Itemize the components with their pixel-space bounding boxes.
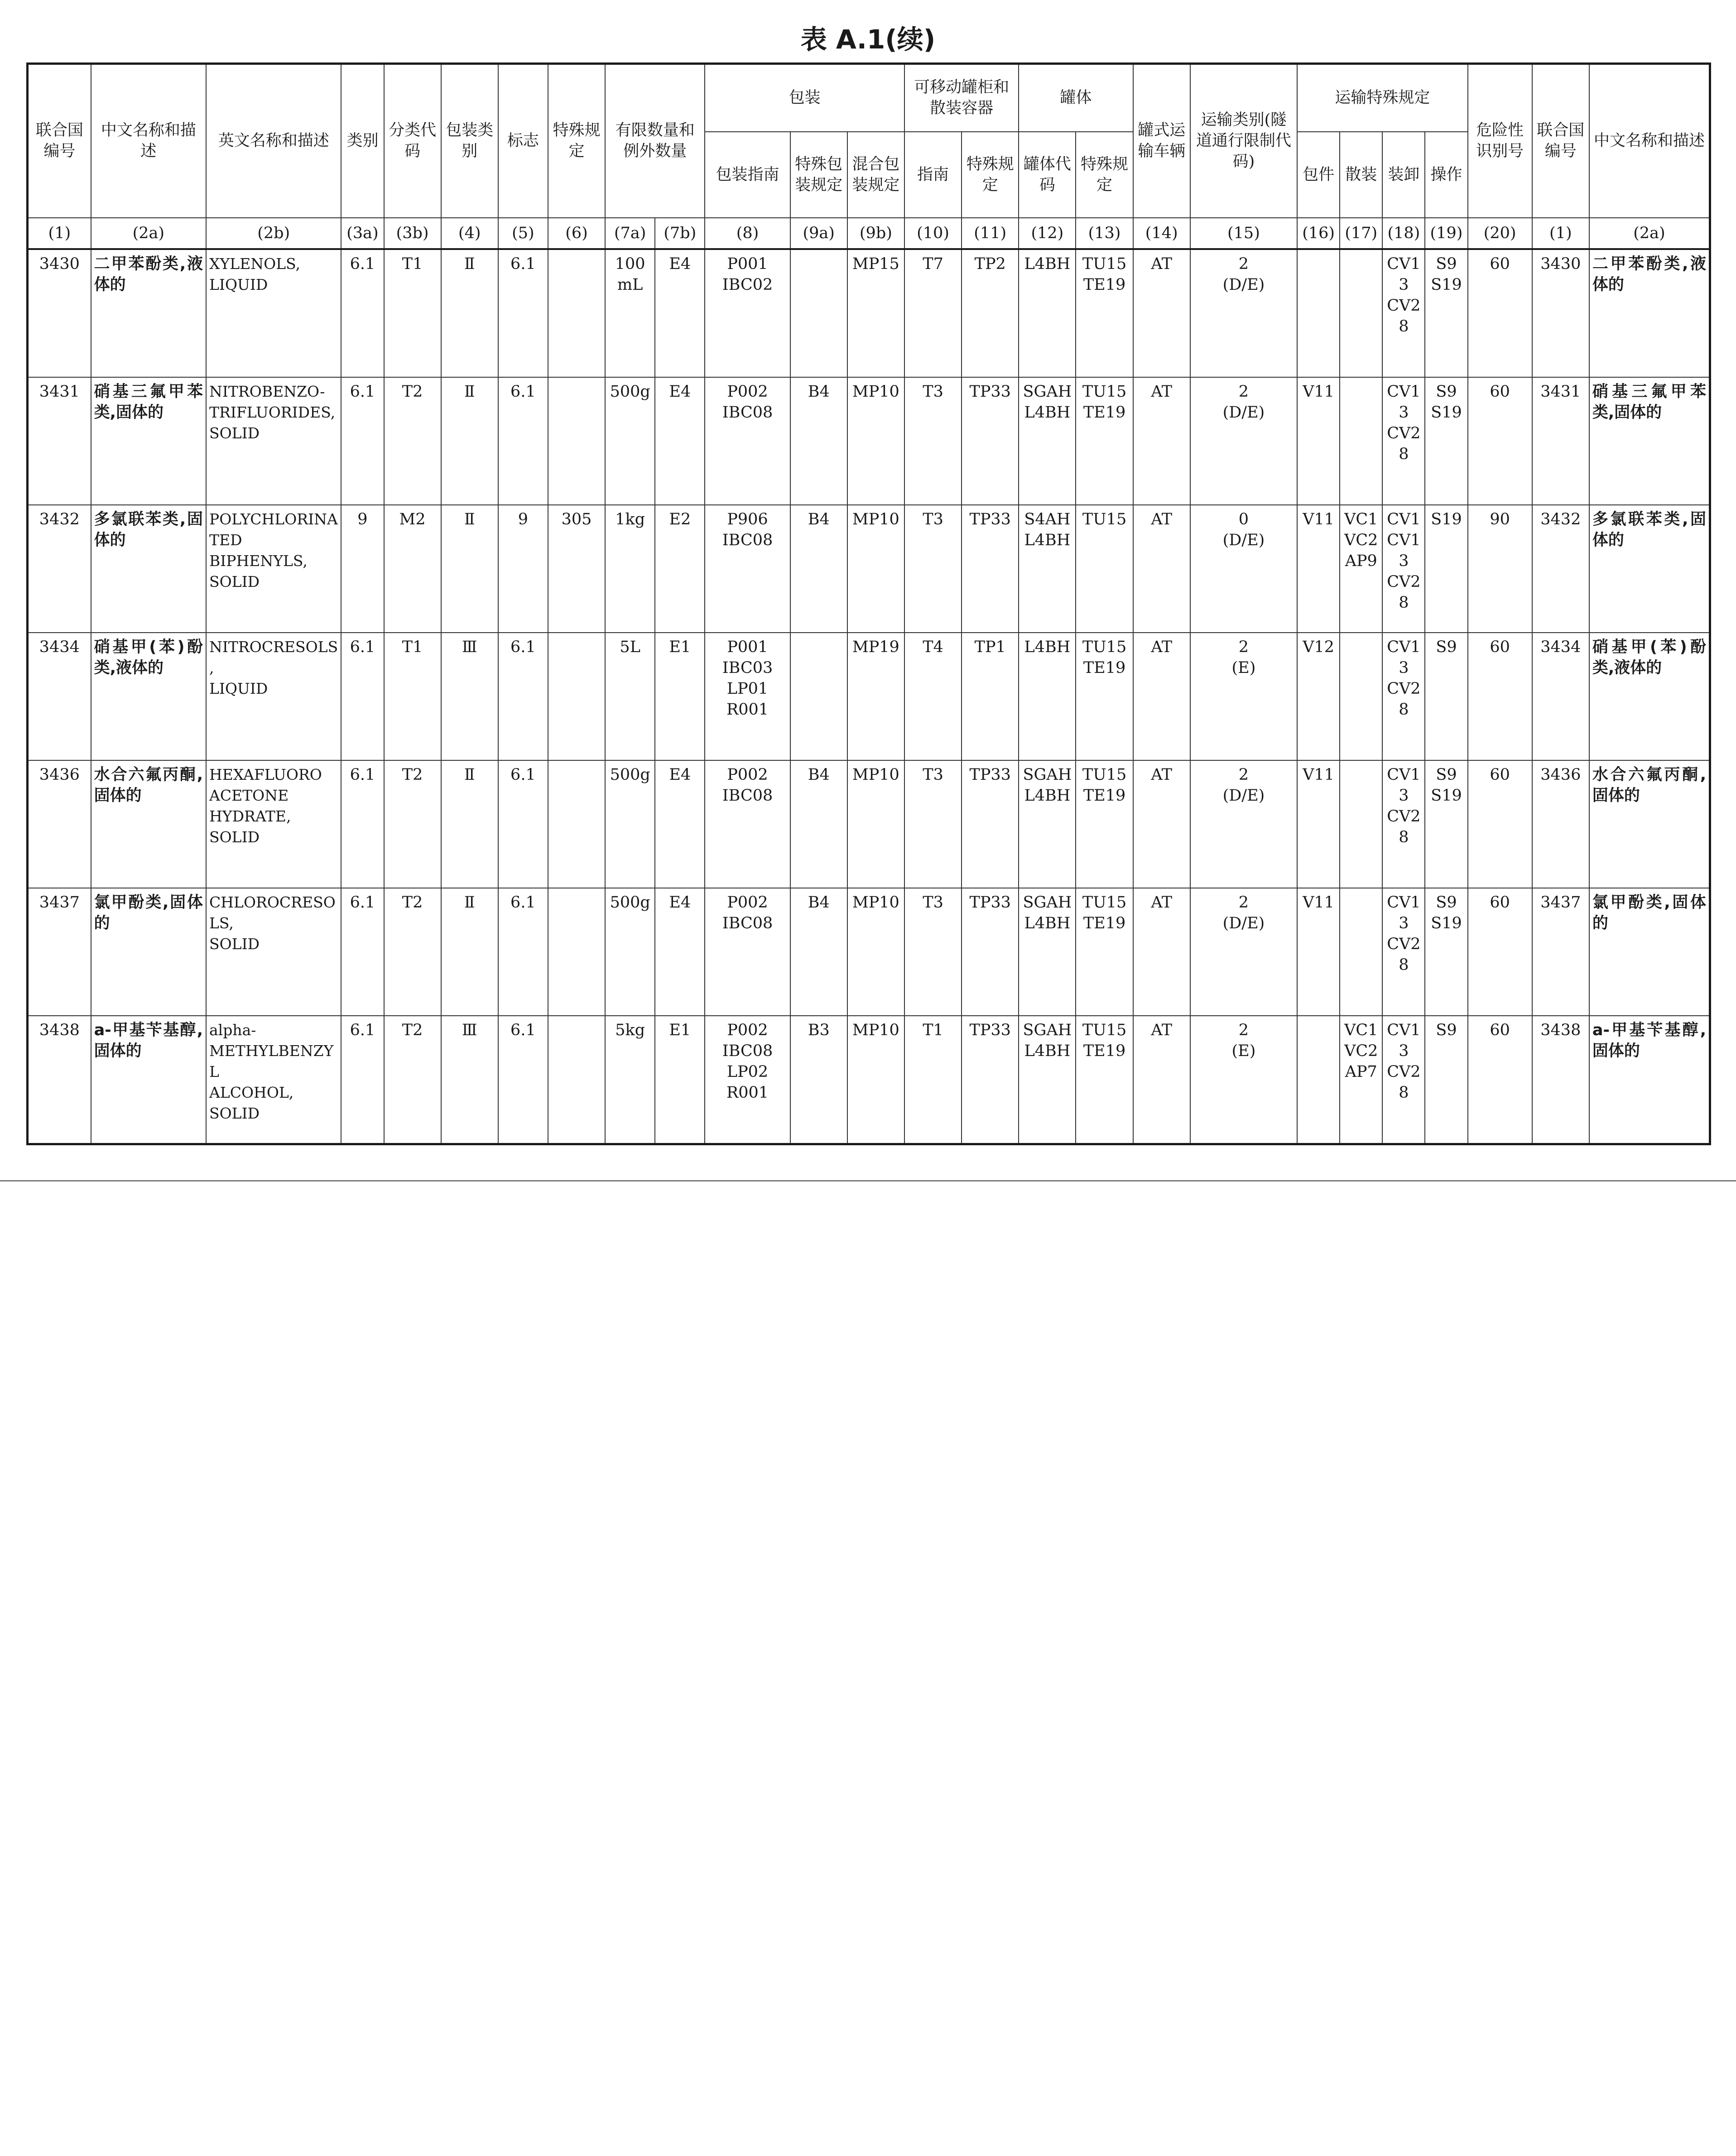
table-cell: T1	[904, 1016, 962, 1144]
table-cell: MP19	[847, 633, 904, 760]
table-cell: T7	[904, 249, 962, 377]
dangerous-goods-table	[26, 62, 1711, 1145]
table-cell: L4BH	[1019, 633, 1076, 760]
table-row	[28, 760, 1710, 888]
column-number: (17)	[1340, 218, 1382, 249]
table-cell	[1297, 1016, 1340, 1144]
table-row	[28, 633, 1710, 760]
header-un-no: 联合国编号	[28, 64, 91, 218]
table-cell: S9 S19	[1425, 249, 1467, 377]
column-number: (20)	[1468, 218, 1532, 249]
column-number: (1)	[1532, 218, 1589, 249]
header-mixed-packing: 混合包装规定	[847, 132, 904, 218]
table-row	[28, 377, 1710, 505]
page-divider	[0, 1180, 1736, 1181]
table-cell: HEXAFLUORO ACETONE HYDRATE, SOLID	[206, 760, 341, 888]
table-cell: 多氯联苯类,固体的	[1589, 505, 1710, 633]
table-cell: E4	[655, 249, 705, 377]
table-cell: E4	[655, 377, 705, 505]
table-cell: NITROBENZO- TRIFLUORIDES, SOLID	[206, 377, 341, 505]
table-cell	[548, 249, 605, 377]
header-name-en: 英文名称和描述	[206, 64, 341, 218]
table-cell: SGAH L4BH	[1019, 888, 1076, 1016]
table-cell: 3431	[1532, 377, 1589, 505]
table-cell: 3436	[28, 760, 91, 888]
table-cell: MP10	[847, 888, 904, 1016]
table-cell: 水合六氟丙酮,固体的	[91, 760, 206, 888]
table-cell: T1	[384, 249, 441, 377]
table-cell: TP33	[962, 888, 1019, 1016]
table-cell: S9 S19	[1425, 888, 1467, 1016]
table-cell: 3434	[1532, 633, 1589, 760]
table-cell: P002 IBC08 LP02 R001	[705, 1016, 790, 1144]
table-cell: 硝基甲(苯)酚类,液体的	[1589, 633, 1710, 760]
table-cell: T2	[384, 1016, 441, 1144]
table-cell: 6.1	[498, 633, 548, 760]
column-number: (9a)	[790, 218, 847, 249]
table-cell: 硝基三氟甲苯类,固体的	[1589, 377, 1710, 505]
table-cell: AT	[1133, 888, 1190, 1016]
header-tank-special: 特殊规定	[1076, 132, 1133, 218]
table-cell: Ⅱ	[441, 377, 498, 505]
table-cell: T4	[904, 633, 962, 760]
table-cell: SGAH L4BH	[1019, 760, 1076, 888]
table-cell: CV13 CV28	[1382, 1016, 1425, 1144]
table-cell: 3432	[1532, 505, 1589, 633]
header-tank: 罐体	[1019, 64, 1133, 132]
table-cell: P002 IBC08	[705, 760, 790, 888]
table-cell: 二甲苯酚类,液体的	[91, 249, 206, 377]
column-number: (7a)	[605, 218, 655, 249]
table-cell: B4	[790, 505, 847, 633]
table-cell: TP33	[962, 760, 1019, 888]
table-cell: 6.1	[341, 633, 384, 760]
table-cell: E4	[655, 760, 705, 888]
table-cell: TU15 TE19	[1076, 888, 1133, 1016]
header-tank-code: 罐体代码	[1019, 132, 1076, 218]
table-cell	[1340, 249, 1382, 377]
table-cell: a-甲基苄基醇,固体的	[1589, 1016, 1710, 1144]
column-number: (16)	[1297, 218, 1340, 249]
table-cell: 3431	[28, 377, 91, 505]
table-cell: TP1	[962, 633, 1019, 760]
table-cell: 6.1	[498, 377, 548, 505]
table-cell: 90	[1468, 505, 1532, 633]
table-cell: alpha- METHYLBENZYL ALCOHOL, SOLID	[206, 1016, 341, 1144]
table-cell	[548, 377, 605, 505]
table-cell: TP33	[962, 505, 1019, 633]
table-cell: 5L	[605, 633, 655, 760]
table-cell: 3437	[1532, 888, 1589, 1016]
header-special-packing: 特殊包装规定	[790, 132, 847, 218]
table-cell: V11	[1297, 505, 1340, 633]
table-cell: E1	[655, 1016, 705, 1144]
header-transport-category: 运输类别(隧道通行限制代码)	[1190, 64, 1297, 218]
column-number: (6)	[548, 218, 605, 249]
table-cell: 3434	[28, 633, 91, 760]
table-cell: P002 IBC08	[705, 377, 790, 505]
table-cell: 1kg	[605, 505, 655, 633]
table-cell: T2	[384, 888, 441, 1016]
header-label: 标志	[498, 64, 548, 218]
table-cell: MP15	[847, 249, 904, 377]
table-cell: POLYCHLORINA TED BIPHENYLS, SOLID	[206, 505, 341, 633]
table-cell: P001 IBC03 LP01 R001	[705, 633, 790, 760]
table-cell: TU15 TE19	[1076, 760, 1133, 888]
table-cell: T3	[904, 377, 962, 505]
table-cell: TU15 TE19	[1076, 633, 1133, 760]
table-cell: CV13 CV28	[1382, 760, 1425, 888]
table-cell: 0 (D/E)	[1190, 505, 1297, 633]
header-tsp-operation: 操作	[1425, 132, 1467, 218]
table-cell: AT	[1133, 505, 1190, 633]
table-cell: XYLENOLS, LIQUID	[206, 249, 341, 377]
column-number: (2a)	[91, 218, 206, 249]
table-cell: 3438	[1532, 1016, 1589, 1144]
column-number: (13)	[1076, 218, 1133, 249]
column-number: (15)	[1190, 218, 1297, 249]
column-number: (3a)	[341, 218, 384, 249]
table-cell: S9 S19	[1425, 377, 1467, 505]
table-cell: 3430	[1532, 249, 1589, 377]
column-number: (12)	[1019, 218, 1076, 249]
table-cell: 3438	[28, 1016, 91, 1144]
table-cell: 6.1	[498, 1016, 548, 1144]
table-cell: 500g	[605, 760, 655, 888]
table-cell: 2 (E)	[1190, 1016, 1297, 1144]
header-name-cn-repeat: 中文名称和描述	[1589, 64, 1710, 218]
table-cell: T2	[384, 377, 441, 505]
table-cell: TP2	[962, 249, 1019, 377]
column-number: (10)	[904, 218, 962, 249]
table-cell: CV13 CV28	[1382, 377, 1425, 505]
table-cell: T1	[384, 633, 441, 760]
table-row	[28, 888, 1710, 1016]
column-number-row	[28, 218, 1710, 249]
table-cell: CHLOROCRESOLS, SOLID	[206, 888, 341, 1016]
table-cell: 3436	[1532, 760, 1589, 888]
table-cell: VC1 VC2 AP7	[1340, 1016, 1382, 1144]
table-cell: V11	[1297, 760, 1340, 888]
table-cell	[548, 1016, 605, 1144]
table-cell: 6.1	[498, 888, 548, 1016]
table-cell: MP10	[847, 377, 904, 505]
table-cell	[1297, 249, 1340, 377]
header-tank-vehicle: 罐式运输车辆	[1133, 64, 1190, 218]
header-pt-special: 特殊规定	[962, 132, 1019, 218]
column-number: (11)	[962, 218, 1019, 249]
table-cell: 3432	[28, 505, 91, 633]
column-number: (14)	[1133, 218, 1190, 249]
table-cell: S19	[1425, 505, 1467, 633]
table-cell: S9 S19	[1425, 760, 1467, 888]
header-tsp-bulk: 散装	[1340, 132, 1382, 218]
header-hazard-id: 危险性识别号	[1468, 64, 1532, 218]
table-cell: CV13 CV28	[1382, 249, 1425, 377]
table-cell: 6.1	[341, 1016, 384, 1144]
table-body	[28, 249, 1710, 1144]
table-cell: E2	[655, 505, 705, 633]
table-cell: 6.1	[341, 760, 384, 888]
table-cell: T2	[384, 760, 441, 888]
table-cell	[1340, 633, 1382, 760]
table-cell: 2 (E)	[1190, 633, 1297, 760]
table-cell: P002 IBC08	[705, 888, 790, 1016]
table-cell: AT	[1133, 760, 1190, 888]
table-cell: 60	[1468, 633, 1532, 760]
header-transport-special: 运输特殊规定	[1297, 64, 1467, 132]
table-cell: M2	[384, 505, 441, 633]
table-cell: NITROCRESOLS, LIQUID	[206, 633, 341, 760]
table-cell: 2 (D/E)	[1190, 888, 1297, 1016]
page-title: 表 A.1(续)	[800, 24, 936, 55]
column-number: (18)	[1382, 218, 1425, 249]
table-cell: 9	[341, 505, 384, 633]
table-cell	[548, 888, 605, 1016]
table-cell: 60	[1468, 888, 1532, 1016]
table-cell: CV13 CV28	[1382, 633, 1425, 760]
table-cell: 氯甲酚类,固体的	[91, 888, 206, 1016]
table-cell: 500g	[605, 377, 655, 505]
header-limited-qty: 有限数量和例外数量	[605, 64, 705, 218]
table-cell: a-甲基苄基醇,固体的	[91, 1016, 206, 1144]
table-cell: TU15 TE19	[1076, 249, 1133, 377]
table-cell: 二甲苯酚类,液体的	[1589, 249, 1710, 377]
column-number: (1)	[28, 218, 91, 249]
table-cell: 6.1	[341, 888, 384, 1016]
table-cell: 500g	[605, 888, 655, 1016]
header-name-cn: 中文名称和描述	[91, 64, 206, 218]
table-cell: 水合六氟丙酮,固体的	[1589, 760, 1710, 888]
table-cell	[790, 633, 847, 760]
table-cell: S9	[1425, 633, 1467, 760]
table-cell: 60	[1468, 760, 1532, 888]
table-cell: V11	[1297, 888, 1340, 1016]
table-cell: 多氯联苯类,固体的	[91, 505, 206, 633]
table-cell	[1340, 888, 1382, 1016]
table-cell: Ⅱ	[441, 505, 498, 633]
column-number: (3b)	[384, 218, 441, 249]
table-cell	[1340, 760, 1382, 888]
column-number: (8)	[705, 218, 790, 249]
table-cell: E4	[655, 888, 705, 1016]
table-cell: 硝基三氟甲苯类,固体的	[91, 377, 206, 505]
table-cell: AT	[1133, 249, 1190, 377]
table-cell: 硝基甲(苯)酚类,液体的	[91, 633, 206, 760]
table-cell: 6.1	[341, 377, 384, 505]
table-cell: CV13 CV28	[1382, 888, 1425, 1016]
table-cell: 6.1	[341, 249, 384, 377]
table-cell: 2 (D/E)	[1190, 249, 1297, 377]
table-cell: MP10	[847, 760, 904, 888]
column-number: (2a)	[1589, 218, 1710, 249]
table-cell: S9	[1425, 1016, 1467, 1144]
table-cell	[790, 249, 847, 377]
column-number: (4)	[441, 218, 498, 249]
table-cell: S4AH L4BH	[1019, 505, 1076, 633]
table-cell: Ⅱ	[441, 760, 498, 888]
table-cell: Ⅱ	[441, 888, 498, 1016]
column-number: (2b)	[206, 218, 341, 249]
table-cell: SGAH L4BH	[1019, 1016, 1076, 1144]
table-cell: 6.1	[498, 760, 548, 888]
header-class: 类别	[341, 64, 384, 218]
table-cell: 2 (D/E)	[1190, 760, 1297, 888]
table-cell: T3	[904, 505, 962, 633]
table-cell: B4	[790, 888, 847, 1016]
table-cell: 9	[498, 505, 548, 633]
table-cell	[548, 633, 605, 760]
table-cell: P001 IBC02	[705, 249, 790, 377]
table-cell: B4	[790, 377, 847, 505]
table-row	[28, 249, 1710, 377]
table-cell: AT	[1133, 1016, 1190, 1144]
header-tsp-loading: 装卸	[1382, 132, 1425, 218]
table-cell	[1340, 377, 1382, 505]
header-portable-tanks: 可移动罐柜和散装容器	[904, 64, 1019, 132]
table-cell: L4BH	[1019, 249, 1076, 377]
table-cell: Ⅲ	[441, 1016, 498, 1144]
table-cell: TU15 TE19	[1076, 1016, 1133, 1144]
table-cell: TP33	[962, 377, 1019, 505]
header-packing-instr: 包装指南	[705, 132, 790, 218]
table-cell: SGAH L4BH	[1019, 377, 1076, 505]
table-cell: MP10	[847, 505, 904, 633]
table-cell: 3430	[28, 249, 91, 377]
table-cell: 60	[1468, 249, 1532, 377]
table-cell: 3437	[28, 888, 91, 1016]
table-cell: MP10	[847, 1016, 904, 1144]
table-cell: 2 (D/E)	[1190, 377, 1297, 505]
table-cell: E1	[655, 633, 705, 760]
table-cell: 100mL	[605, 249, 655, 377]
column-number: (5)	[498, 218, 548, 249]
table-cell: 305	[548, 505, 605, 633]
header-packing-group: 包装类别	[441, 64, 498, 218]
table-cell: V11	[1297, 377, 1340, 505]
table-cell	[548, 760, 605, 888]
table-row	[28, 1016, 1710, 1144]
column-number: (9b)	[847, 218, 904, 249]
table-cell: T3	[904, 888, 962, 1016]
header-pt-instr: 指南	[904, 132, 962, 218]
table-cell: Ⅱ	[441, 249, 498, 377]
table-cell: B3	[790, 1016, 847, 1144]
table-cell: VC1 VC2 AP9	[1340, 505, 1382, 633]
table-cell: 5kg	[605, 1016, 655, 1144]
table-cell: TU15 TE19	[1076, 377, 1133, 505]
table-cell: B4	[790, 760, 847, 888]
column-number: (19)	[1425, 218, 1467, 249]
header-special-provisions: 特殊规定	[548, 64, 605, 218]
table-cell: TP33	[962, 1016, 1019, 1144]
table-cell: AT	[1133, 633, 1190, 760]
table-cell: AT	[1133, 377, 1190, 505]
table-row	[28, 505, 1710, 633]
header-un-no-repeat: 联合国编号	[1532, 64, 1589, 218]
table-cell: P906 IBC08	[705, 505, 790, 633]
table-cell: 6.1	[498, 249, 548, 377]
header-tsp-package: 包件	[1297, 132, 1340, 218]
table-cell: V12	[1297, 633, 1340, 760]
table-cell: T3	[904, 760, 962, 888]
table-cell: 氯甲酚类,固体的	[1589, 888, 1710, 1016]
table-cell: 60	[1468, 1016, 1532, 1144]
table-cell: TU15	[1076, 505, 1133, 633]
table-cell: 60	[1468, 377, 1532, 505]
header-class-code: 分类代码	[384, 64, 441, 218]
column-number: (7b)	[655, 218, 705, 249]
table-cell: CV1 CV13 CV28	[1382, 505, 1425, 633]
header-packaging: 包装	[705, 64, 904, 132]
table-cell: Ⅲ	[441, 633, 498, 760]
